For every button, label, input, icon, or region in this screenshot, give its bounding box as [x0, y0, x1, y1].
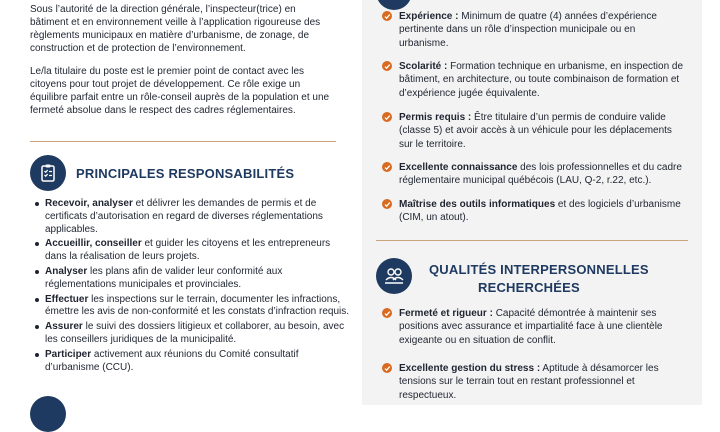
responsibilities-title: PRINCIPALES RESPONSABILITÉS	[76, 166, 295, 181]
list-item: Analyser les plans afin de valider leur conformité aux réglementations municipales et provinciales.	[45, 266, 350, 292]
check-icon	[382, 308, 392, 318]
quality-item: Excellente gestion du stress : Aptitude à désamorcer les tensions sur le terrain tout en restant professionnel et respectueux.	[382, 362, 687, 402]
requirement-item: Excellente connaissance des lois professionnelles et du cadre réglementaire municipal québécois (LAU, Q-2, r.22, etc.).	[382, 161, 687, 188]
list-item: Effectuer les inspections sur le terrain, documenter les infractions, émettre les avis de non-conformité et les constats d’infraction requis.	[45, 293, 350, 318]
check-icon	[382, 199, 392, 209]
list-item: Recevoir, analyser et délivrer les demandes de permis et de certificats d’autorisation en regard de diverses réglementations applicables.	[45, 198, 350, 236]
check-icon	[382, 11, 392, 21]
qualities-title-line-2: RECHERCHÉES	[478, 280, 580, 295]
checklist-icon	[30, 155, 66, 191]
list-item: Participer activement aux réunions du Comité consultatif d’urbanisme (CCU).	[45, 349, 350, 375]
check-icon	[382, 363, 392, 373]
quality-item: Fermeté et rigueur : Capacité démontrée à maintenir ses positions avec assurance et impartialité face à une clientèle exigeante ou en situation de conflit.	[382, 307, 687, 347]
requirement-item: Expérience : Minimum de quatre (4) années d’expérience pertinente dans un rôle d’inspection municipale ou en urbanisme.	[382, 10, 687, 50]
section-divider	[30, 141, 336, 142]
list-item: Assurer le suivi des dossiers litigieux et collaborer, au besoin, avec les conseillers juridiques de la municipalité.	[45, 321, 350, 347]
next-section-icon	[30, 396, 66, 432]
qualities-title-line-1: QUALITÉS INTERPERSONNELLES	[429, 262, 649, 277]
section-divider	[376, 240, 688, 241]
requirement-item: Permis requis : Être titulaire d’un permis de conduire valide (classe 5) et avoir accès à un véhicule pour les déplacements sur le territoire.	[382, 111, 687, 151]
check-icon	[382, 162, 392, 172]
intro-paragraph-1: Sous l’autorité de la direction générale, l’inspecteur(trice) en bâtiment et en environnement veille à l’application rigoureuse des règlements municipaux en matière d’urbanisme, de zonage, de construction et de protection de l’environnement.	[30, 4, 321, 54]
requirement-item: Maîtrise des outils informatiques et des logiciels d’urbanisme (CIM, un atout).	[382, 198, 687, 225]
intro-paragraph-2: Le/la titulaire du poste est le premier point de contact avec les citoyens pour tout projet de développement. Ce rôle exige un équilibre parfait entre un rôle-conseil auprès de la population et une fermeté absolue dans le respect des cadres réglementaires.	[30, 66, 330, 116]
list-item: Accueillir, conseiller et guider les citoyens et les entrepreneurs dans la réalisation de leurs projets.	[45, 238, 350, 264]
requirement-item: Scolarité : Formation technique en urbanisme, en inspection de bâtiment, en architecture, ou toute combinaison de formation et d’expérience jugée équivalente.	[382, 60, 687, 100]
people-icon	[376, 258, 412, 294]
check-icon	[382, 112, 392, 122]
check-icon	[382, 61, 392, 71]
responsibilities-list	[30, 198, 350, 376]
